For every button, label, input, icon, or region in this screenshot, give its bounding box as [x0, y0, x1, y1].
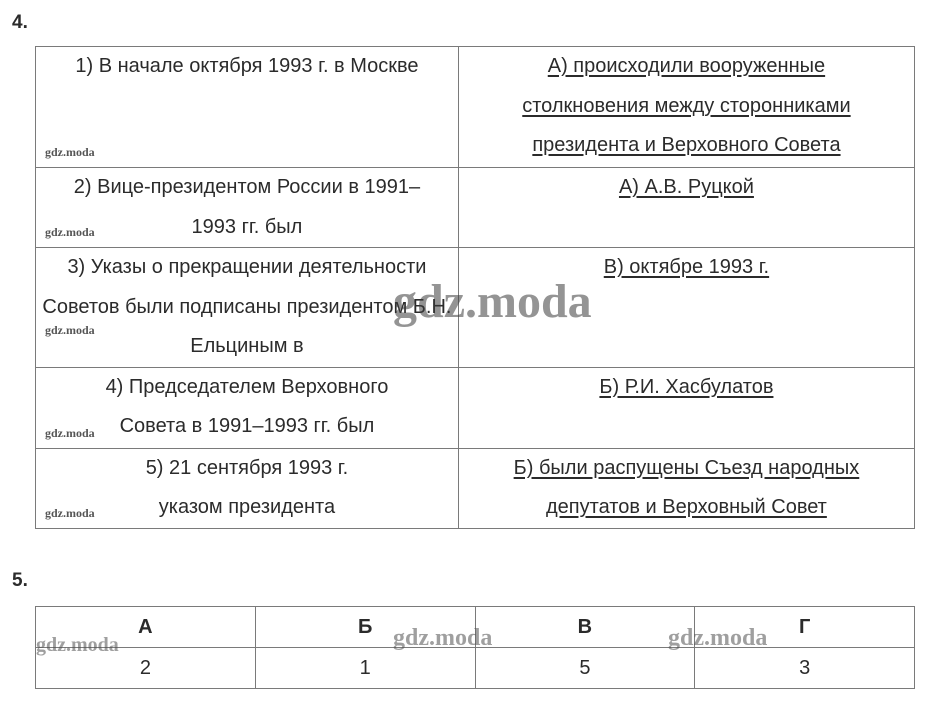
answer-cell	[458, 367, 914, 448]
table-row	[36, 448, 915, 528]
table-row	[36, 168, 915, 248]
question-text: 4) Председателем Верховного Совета в 1991–1993 гг. был	[105, 375, 389, 437]
watermark-medium: gdz.moda	[36, 634, 119, 656]
question-cell	[36, 168, 459, 248]
header-cell: В	[475, 607, 695, 648]
watermark-small: gdz.moda	[45, 425, 95, 440]
answer-cell	[458, 47, 914, 168]
question-text: 3) Указы о прекращении деятельности Советов были подписаны президентом Б.Н. Ельциным в	[42, 256, 452, 357]
question-text: 5) 21 сентября 1993 г. указом президента	[145, 456, 349, 518]
answer-text: А) происходили вооруженные столкновения между сторонниками президента и Верховного Совета	[522, 55, 851, 156]
answer-cell	[458, 448, 914, 528]
header-cell: Б	[255, 607, 475, 648]
value-cell: 5	[475, 648, 695, 689]
watermark-small: gdz.moda	[45, 322, 95, 337]
answer-text: Б) были распущены Съезд народных депутатов и Верховный Совет	[513, 456, 860, 518]
watermark-small: gdz.moda	[45, 225, 95, 239]
answer-text: В) октябре 1993 г.	[603, 256, 770, 278]
task-4-number: 4.	[12, 12, 28, 33]
question-cell	[36, 367, 459, 448]
answer-text: А) А.В. Руцкой	[618, 176, 754, 198]
question-cell	[36, 448, 459, 528]
header-cell: А	[36, 607, 256, 648]
watermark-small: gdz.moda	[45, 505, 95, 520]
task-5-number: 5.	[12, 570, 28, 591]
value-cell: 1	[255, 648, 475, 689]
watermark-large: gdz.moda	[393, 275, 592, 328]
watermark-small: gdz.moda	[45, 145, 95, 159]
header-cell: Г	[695, 607, 915, 648]
value-cell: 3	[695, 648, 915, 689]
table-row	[36, 367, 915, 448]
table-row	[36, 648, 915, 689]
question-cell	[36, 47, 459, 168]
value-cell: 2	[36, 648, 256, 689]
table-row	[36, 47, 915, 168]
question-text: 2) Вице-президентом России в 1991–1993 гг. был	[73, 176, 421, 238]
answer-cell	[458, 168, 914, 248]
answer-text: Б) Р.И. Хасбулатов	[599, 375, 774, 398]
watermark-medium: gdz.moda	[393, 625, 493, 651]
question-text: 1) В начале октября 1993 г. в Москве	[75, 55, 419, 77]
watermark-medium: gdz.moda	[668, 625, 768, 651]
